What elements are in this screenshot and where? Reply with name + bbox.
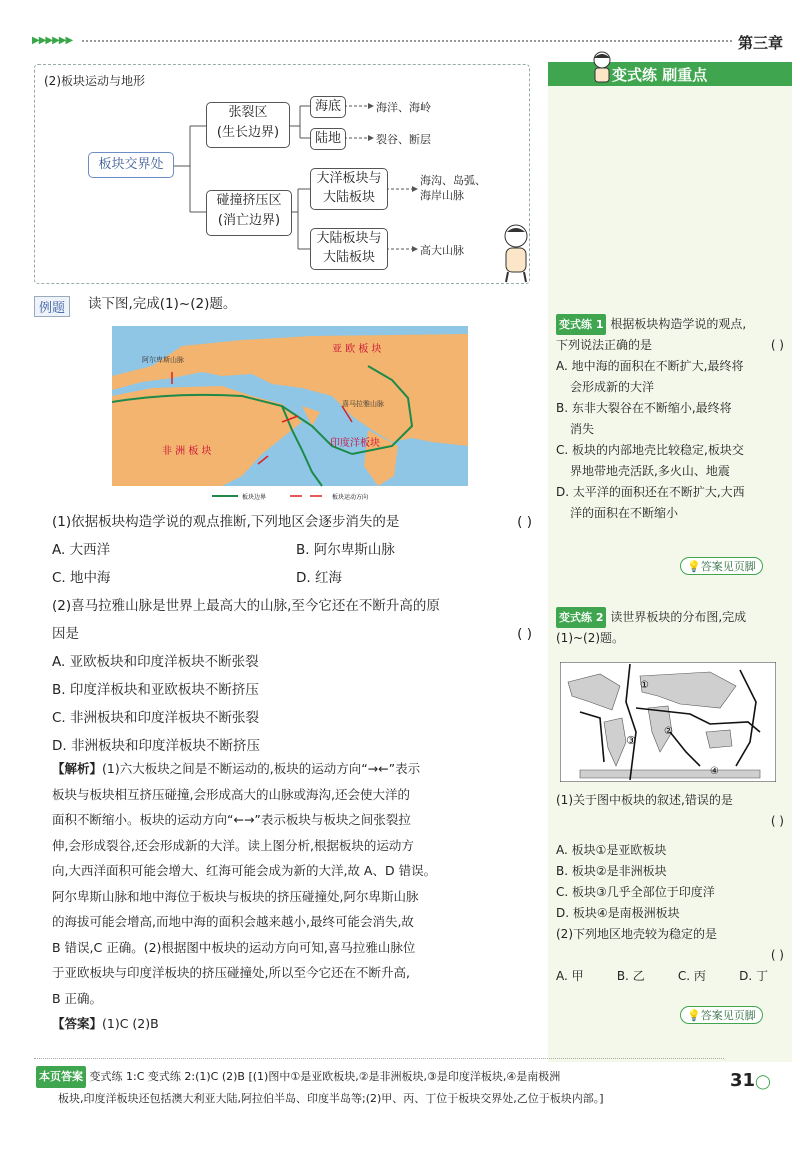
ex2-q1-opt-b: B. 板块②是非洲板块 <box>556 864 667 878</box>
q1-text: (1)依据板块构造学说的观点推断,下列地区会逐步消失的是 <box>52 514 400 530</box>
analysis-line-9: B 正确。 <box>52 990 103 1006</box>
header-rule <box>82 40 732 42</box>
ex1-paren: ( ) <box>770 338 784 352</box>
analysis-line-2: 面积不断缩小。板块的运动方向“←→”表示板块与板块之间张裂拉 <box>52 812 411 827</box>
ex2-q2-paren: ( ) <box>770 948 784 962</box>
footer-text1: 变式练 1:C 变式练 2:(1)C (2)B [(1)图中①是亚欧板块,②是非洲板块,③是印度洋板块,④是南极洲 <box>89 1070 561 1083</box>
mindmap-ocean-land <box>310 168 388 210</box>
map-mark-4: ④ <box>710 766 719 777</box>
q2-opt-d: D. 非洲板块和印度洋板块不断挤压 <box>52 738 260 754</box>
ex2-q2-opt-a: A. 甲 <box>556 969 584 983</box>
ex1-text1: 根据板块构造学说的观点, <box>610 317 747 331</box>
map-mark-3: ③ <box>626 734 636 747</box>
analysis-line-0 <box>52 756 534 782</box>
ex1-opt-d <box>556 482 784 524</box>
ex2-q1-block <box>556 790 784 987</box>
chapter-title: 第三章 <box>738 34 784 52</box>
header-arrows: ▶▶▶▶▶▶ <box>32 35 73 46</box>
ex2-see-answer-button[interactable] <box>680 1006 763 1024</box>
cartoon-figure-icon <box>496 222 536 284</box>
q2-paren: ( ) <box>517 626 532 642</box>
ex2-text1: 读世界板块的分布图,完成 <box>610 610 747 624</box>
ex1-opt-b-1: B. 东非大裂谷在不断缩小,最终将 <box>556 401 732 415</box>
pengzhuang-line2: (消亡边界) <box>217 213 281 228</box>
lightbulb-icon: 💡 <box>687 560 701 573</box>
answer-line <box>52 1011 534 1037</box>
ex1-see-answer-label: 答案见页脚 <box>700 560 756 573</box>
map-mark-2: ② <box>664 726 673 737</box>
q2-opt-b: B. 印度洋板块和亚欧板块不断挤压 <box>52 682 259 698</box>
ex1-see-answer-button[interactable] <box>680 557 763 575</box>
ex1-opt-c <box>556 440 784 482</box>
mindmap-land-land <box>310 228 388 270</box>
answer-text: (1)C (2)B <box>102 1016 159 1031</box>
analysis-tag: 【解析】 <box>52 761 103 776</box>
map-label-indian: 印度洋板块 <box>330 438 380 449</box>
ex1-line1 <box>556 314 784 335</box>
ocean-land-result-2: 海岸山脉 <box>420 189 464 202</box>
mindmap-ocean-land-result <box>420 173 486 203</box>
q1-opt-c: C. 地中海 <box>52 570 111 586</box>
map-legend-direction: 板块运动方向 <box>332 494 369 501</box>
answer-tag: 【答案】 <box>52 1016 103 1031</box>
ex2-q2-opt-d: D. 丁 <box>739 969 768 983</box>
analysis-line-4: 向,大西洋面积可能会增大、红海可能会成为新的大洋,故 A、D 错误。 <box>52 863 437 878</box>
zhangliequ-line1: 张裂区 <box>228 105 268 120</box>
analysis-line-7: B 错误,C 正确。(2)根据图中板块的运动方向可知,喜马拉雅山脉位 <box>52 939 416 955</box>
q1-opt-d: D. 红海 <box>296 570 342 586</box>
ex1-opt-a-1: A. 地中海的面积在不断扩大,最终将 <box>556 359 744 373</box>
map-label-alps: 阿尔卑斯山脉 <box>142 356 184 364</box>
q2-line2 <box>52 620 532 648</box>
mindmap-haidi: 海底 <box>310 96 346 118</box>
footer-line1 <box>36 1066 716 1088</box>
map-mark-1: ① <box>640 680 649 691</box>
q2-opt-a: A. 亚欧板块和印度洋板块不断张裂 <box>52 654 259 670</box>
ex1-text2: 下列说法正确的是 <box>556 338 653 352</box>
mindmap-ludi: 陆地 <box>310 128 346 150</box>
ex2-tag: 变式练 2 <box>556 607 606 628</box>
ex1-opt-a <box>556 356 784 398</box>
mindmap-land-land-result: 高大山脉 <box>420 244 464 257</box>
mindmap-root: 板块交界处 <box>88 152 174 178</box>
ex2-block <box>556 607 784 649</box>
ex1-opt-b-2: 消失 <box>570 422 595 436</box>
ex2-q2-opt-b: B. 乙 <box>616 969 645 983</box>
ex2-q1-paren: ( ) <box>770 814 784 828</box>
zhangliequ-line2: (生长边界) <box>216 125 280 140</box>
footer-rule <box>34 1058 724 1059</box>
example-intro: 读下图,完成(1)~(2)题。 <box>88 296 237 312</box>
ex1-opt-b <box>556 398 784 440</box>
analysis-line-8: 于亚欧板块与印度洋板块的挤压碰撞处,所以至今它还在不断升高, <box>52 965 410 980</box>
page-number-icon: ◯ <box>755 1074 771 1090</box>
ex1-opt-c-2: 界地带地壳活跃,多火山、地震 <box>570 464 730 478</box>
map-legend-boundary: 板块边界 <box>242 494 267 501</box>
example-tag: 例题 <box>34 296 70 317</box>
plate-map-figure <box>112 326 468 502</box>
q1-opt-a: A. 大西洋 <box>52 542 111 558</box>
analysis-block <box>52 756 534 1037</box>
pengzhuang-line1: 碰撞挤压区 <box>216 193 282 208</box>
mindmap-ludi-result: 裂谷、断层 <box>376 133 431 146</box>
q2-text2: 因是 <box>52 626 79 642</box>
ocean-land-line1: 大洋板块与 <box>316 171 382 186</box>
lightbulb-icon: 💡 <box>687 1009 701 1022</box>
ex1-block <box>556 314 784 524</box>
mindmap-pengzhuang <box>206 190 292 236</box>
ex1-tag: 变式练 1 <box>556 314 606 335</box>
page-number-text: 31 <box>730 1070 756 1091</box>
ex1-opt-d-2: 洋的面积在不断缩小 <box>570 506 679 520</box>
analysis-line-1: 板块与板块相互挤压碰撞,会形成高大的山脉或海沟,还会使大洋的 <box>52 786 410 802</box>
footer-tag: 本页答案 <box>36 1066 86 1088</box>
ex1-line2 <box>556 335 784 356</box>
land-land-line1: 大陆板块与 <box>316 231 382 246</box>
ex1-opt-d-1: D. 太平洋的面积还在不断扩大,大西 <box>556 485 745 499</box>
analysis-text-0: (1)六大板块之间是不断运动的,板块的运动方向“→←”表示 <box>102 761 421 776</box>
mindmap-haidi-result: 海洋、海岭 <box>376 101 431 114</box>
ex2-q2: (2)下列地区地壳较为稳定的是 <box>556 927 717 941</box>
ex1-opt-a-2: 会形成新的大洋 <box>570 380 655 394</box>
ex1-opt-c-1: C. 板块的内部地壳比较稳定,板块交 <box>556 443 744 457</box>
analysis-line-5: 阿尔卑斯山脉和地中海位于板块与板块的挤压碰撞处,阿尔卑斯山脉 <box>52 888 419 904</box>
right-panel-header <box>548 62 792 86</box>
question-1 <box>52 508 532 760</box>
map-label-himalaya: 喜马拉雅山脉 <box>342 400 384 408</box>
ex2-q1-opt-a: A. 板块①是亚欧板块 <box>556 843 667 857</box>
page-number <box>730 1070 771 1091</box>
ex2-q2-opt-c: C. 丙 <box>677 969 706 983</box>
q1-opt-b: B. 阿尔卑斯山脉 <box>296 542 395 558</box>
q1-opts-row1 <box>52 536 532 564</box>
q2-opt-c: C. 非洲板块和印度洋板块不断张裂 <box>52 710 260 726</box>
ex2-q2-opts <box>556 966 784 987</box>
mindmap-zhangliequ <box>206 102 290 148</box>
analysis-line-6: 的海拔可能会增高,而地中海的面积会越来越小,最终可能会消失,故 <box>52 914 414 929</box>
mindmap-title: (2)板块运动与地形 <box>44 74 145 88</box>
q1-opts-row2 <box>52 564 532 592</box>
q1-stem <box>52 508 532 536</box>
ex2-see-answer-label: 答案见页脚 <box>700 1009 756 1022</box>
footer-answers <box>36 1066 716 1110</box>
world-plate-map <box>560 662 776 782</box>
land-land-line2: 大陆板块 <box>322 250 375 265</box>
q1-paren: ( ) <box>517 514 532 530</box>
ex2-q1: (1)关于图中板块的叙述,错误的是 <box>556 793 733 807</box>
map-label-africa: 非 洲 板 块 <box>162 446 212 457</box>
map-label-eurasia: 亚 欧 板 块 <box>332 344 382 355</box>
footer-line2: 板块,印度洋板块还包括澳大利亚大陆,阿拉伯半岛、印度半岛等;(2)甲、丙、丁位于板块交界处,乙位于板块内部。] <box>58 1092 604 1105</box>
ocean-land-result-1: 海沟、岛弧、 <box>420 174 486 187</box>
ex2-q1-opt-d: D. 板块④是南极洲板块 <box>556 906 680 920</box>
ex2-line1 <box>556 607 784 628</box>
analysis-line-3: 伸,会形成裂谷,还会形成新的大洋。读上图分析,根据板块的运动方 <box>52 837 414 853</box>
ex2-line2: (1)~(2)题。 <box>556 631 625 645</box>
right-panel-title: 变式练 刷重点 <box>612 66 708 84</box>
ex2-q1-opt-c: C. 板块③几乎全部位于印度洋 <box>556 885 715 899</box>
q2-line1: (2)喜马拉雅山脉是世界上最高大的山脉,至今它还在不断升高的原 <box>52 598 440 614</box>
ocean-land-line2: 大陆板块 <box>322 190 375 205</box>
